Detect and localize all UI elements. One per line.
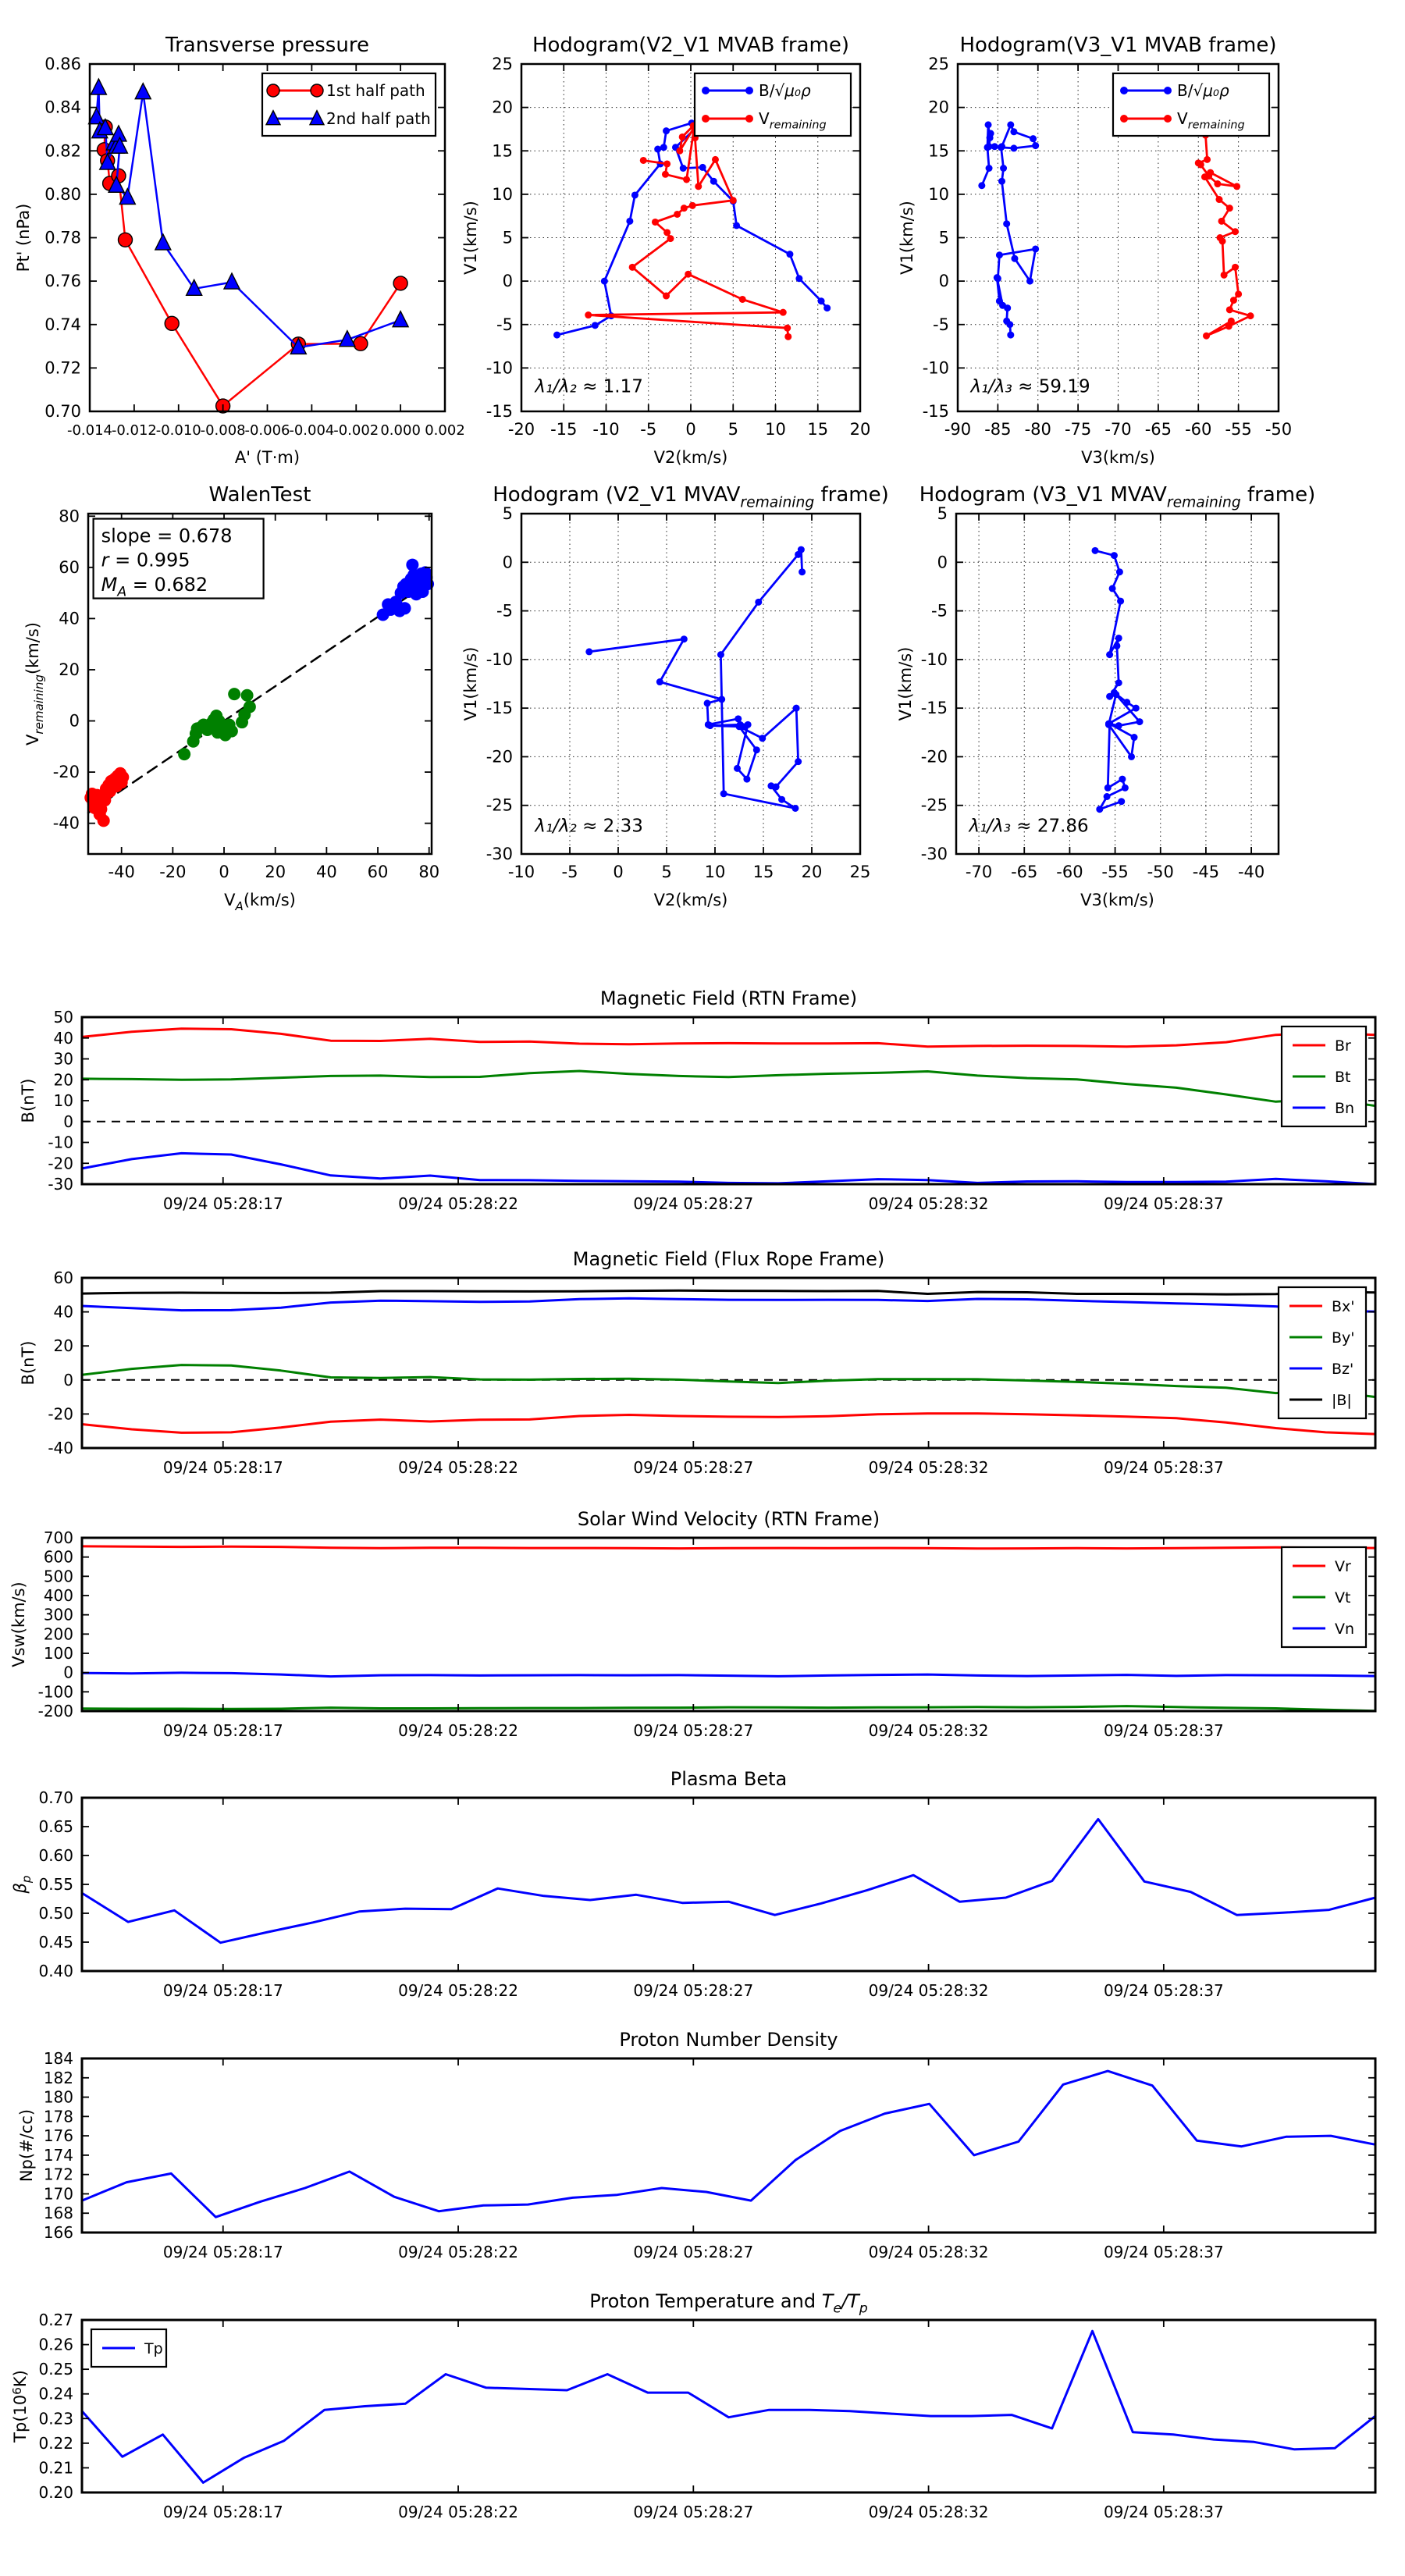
svg-text:-80: -80 [1024,420,1051,439]
magnetic-field-flux-rope-chart [19,1248,1375,1477]
svg-text:0.22: 0.22 [38,2433,73,2453]
svg-text:2nd half path: 2nd half path [326,109,431,128]
svg-text:V3(km/s): V3(km/s) [1080,891,1154,909]
svg-text:0.72: 0.72 [44,358,81,378]
svg-text:166: 166 [43,2223,73,2242]
svg-text:-20: -20 [48,1404,73,1424]
svg-text:Magnetic Field (Flux Rope Fram: Magnetic Field (Flux Rope Frame) [572,1248,885,1270]
svg-text:βp: $\beta_p$ [11,1875,34,1894]
magnetic-field-rtn-chart [19,987,1375,1213]
svg-text:λ₁/λ₃ ≈ 59.19: λ₁/λ₃ ≈ 59.19 [970,376,1090,397]
svg-text:168: 168 [43,2204,73,2223]
svg-text:Vt: Vt [1335,1589,1351,1606]
solar-wind-velocity-chart [9,1508,1375,1740]
panel-hodogram-v3-mvab [898,34,1293,467]
svg-text:Bn: Bn [1335,1100,1355,1117]
svg-text:0.27: 0.27 [38,2311,73,2329]
svg-text:170: 170 [43,2184,73,2204]
svg-text:Tp(106K): $Tp(10^6K)$ [10,2370,30,2443]
svg-text:25: 25 [928,55,949,73]
svg-text:-15: -15 [486,699,513,718]
svg-text:20: 20 [492,98,513,117]
svg-text:λ₁/λ₂ ≈ 2.33: λ₁/λ₂ ≈ 2.33 [535,816,643,837]
svg-text:30: 30 [53,1049,73,1069]
svg-text:0.60: 0.60 [38,1846,73,1865]
svg-text:-20: -20 [52,763,80,782]
svg-text:0.55: 0.55 [38,1875,73,1894]
svg-text:1st half path: 1st half path [326,81,425,100]
svg-text:|B|: |B| [1332,1392,1352,1409]
svg-text:0: 0 [502,272,513,291]
svg-text:10: 10 [765,420,786,439]
svg-text:-25: -25 [920,795,948,815]
svg-text:50: 50 [53,1008,73,1026]
svg-text:Bz': Bz' [1332,1361,1354,1378]
panel-proton-density [17,2029,1375,2261]
svg-text:0.80: 0.80 [44,184,81,204]
svg-text:-0.010: -0.010 [155,422,201,439]
svg-text:V1(km/s): V1(km/s) [896,646,915,721]
svg-text:Br: Br [1335,1037,1351,1055]
svg-text:Bx': Bx' [1332,1298,1355,1315]
svg-text:-20: -20 [920,747,948,767]
svg-text:09/24 05:28:27: 09/24 05:28:27 [633,2243,754,2261]
svg-text:184: 184 [43,2049,73,2068]
svg-text:5: 5 [727,420,738,439]
svg-text:40: 40 [53,1028,73,1048]
svg-text:180: 180 [43,2087,73,2107]
svg-text:0.78: 0.78 [44,228,81,247]
svg-text:0.000: 0.000 [380,422,421,439]
svg-text:0.50: 0.50 [38,1904,73,1923]
svg-text:-200: -200 [37,1702,73,1720]
svg-text:0: 0 [937,553,948,572]
svg-text:09/24 05:28:27: 09/24 05:28:27 [633,1194,754,1213]
svg-text:-75: -75 [1064,420,1092,439]
svg-text:15: 15 [928,141,949,161]
svg-text:0.21: 0.21 [38,2458,73,2478]
svg-text:-5: -5 [931,601,948,621]
svg-text:0.23: 0.23 [38,2409,73,2428]
svg-text:-60: -60 [1056,863,1083,881]
svg-text:V2(km/s): V2(km/s) [653,448,728,467]
svg-text:40: 40 [53,1302,73,1322]
svg-text:0.65: 0.65 [38,1817,73,1836]
panel-magnetic-field-flux-rope [19,1248,1375,1477]
svg-text:09/24 05:28:17: 09/24 05:28:17 [162,1458,283,1477]
svg-text:09/24 05:28:27: 09/24 05:28:27 [633,1721,754,1740]
svg-text:Proton Temperature and Te/Tp: Proton Temperature and $T_e/T_p$ [589,2290,868,2317]
svg-text:09/24 05:28:27: 09/24 05:28:27 [633,1981,754,2000]
svg-text:5: 5 [502,228,513,247]
svg-text:Vremaining(km/s): $V_{remaining}(km/s)$ [23,621,46,746]
svg-text:-55: -55 [1225,420,1252,439]
svg-text:-45: -45 [1192,863,1220,881]
svg-text:10: 10 [492,184,513,204]
svg-text:-90: -90 [944,420,972,439]
svg-text:λ₁/λ₂ ≈ 1.17: λ₁/λ₂ ≈ 1.17 [535,376,643,397]
svg-text:0.25: 0.25 [38,2360,73,2379]
svg-text:Vremaining: $V_{remaining}$ [1177,109,1245,132]
svg-text:10: 10 [704,863,726,881]
svg-text:5: 5 [937,504,948,523]
svg-text:Vr: Vr [1335,1558,1351,1575]
svg-text:5: 5 [661,863,672,881]
svg-text:-10: -10 [486,649,513,669]
svg-text:15: 15 [492,141,513,161]
svg-text:-0.002: -0.002 [333,422,379,439]
walen-test-chart [23,483,440,913]
svg-text:200: 200 [43,1624,73,1644]
hodogram-v3-mvav-chart [896,483,1316,909]
svg-text:40: 40 [316,863,337,881]
svg-text:09/24 05:28:32: 09/24 05:28:32 [868,2243,989,2261]
svg-text:Solar Wind Velocity (RTN Frame: Solar Wind Velocity (RTN Frame) [577,1508,880,1530]
svg-text:0.86: 0.86 [44,55,81,73]
svg-text:-0.014: -0.014 [66,422,113,439]
svg-text:V1(km/s): V1(km/s) [461,201,480,275]
svg-text:20: 20 [53,1070,73,1090]
svg-text:-10: -10 [48,1133,73,1152]
proton-temperature-chart [10,2290,1375,2521]
svg-text:Proton Number Density: Proton Number Density [619,2029,838,2051]
svg-text:0.26: 0.26 [38,2335,73,2354]
svg-text:09/24 05:28:32: 09/24 05:28:32 [868,1721,989,1740]
svg-text:Hodogram(V2_V1 MVAB frame): Hodogram(V2_V1 MVAB frame) [532,34,850,57]
svg-text:182: 182 [43,2068,73,2087]
svg-text:-40: -40 [52,813,80,833]
svg-text:176: 176 [43,2126,73,2146]
panel-walen-test [23,483,440,913]
panel-hodogram-v3-mvav [896,483,1316,909]
svg-text:0.40: 0.40 [38,1962,73,1980]
svg-text:-65: -65 [1144,420,1172,439]
panel-solar-wind-velocity [9,1508,1375,1740]
svg-text:09/24 05:28:22: 09/24 05:28:22 [398,2243,518,2261]
svg-text:09/24 05:28:17: 09/24 05:28:17 [162,2243,283,2261]
svg-text:0.24: 0.24 [38,2384,73,2403]
svg-text:-50: -50 [1147,863,1174,881]
svg-text:-5: -5 [561,863,578,881]
svg-text:09/24 05:28:32: 09/24 05:28:32 [868,2503,989,2521]
svg-text:Vremaining: $V_{remaining}$ [759,109,827,132]
svg-text:300: 300 [43,1605,73,1624]
svg-text:700: 700 [43,1528,73,1547]
svg-text:09/24 05:28:32: 09/24 05:28:32 [868,1458,989,1477]
svg-text:-0.004: -0.004 [289,422,335,439]
svg-text:Tp: Tp [144,2340,163,2357]
svg-text:-20: -20 [159,863,187,881]
svg-text:174: 174 [43,2145,73,2165]
svg-text:WalenTest: WalenTest [208,483,311,507]
svg-text:09/24 05:28:37: 09/24 05:28:37 [1103,1981,1224,2000]
svg-text:0: 0 [613,863,624,881]
svg-text:Plasma Beta: Plasma Beta [670,1768,788,1790]
svg-text:MA = 0.682: $M_A = 0.682$ [101,573,208,600]
svg-text:60: 60 [59,557,80,577]
svg-text:Vn: Vn [1335,1621,1355,1638]
svg-text:-65: -65 [1011,863,1038,881]
svg-text:V3(km/s): V3(km/s) [1081,448,1155,467]
svg-text:09/24 05:28:27: 09/24 05:28:27 [633,2503,754,2521]
transverse-pressure-chart [14,34,465,467]
hodogram-v3-mvab-chart [898,34,1293,467]
svg-text:-40: -40 [1237,863,1265,881]
hodogram-v2-mvav-chart [461,483,889,909]
svg-text:09/24 05:28:22: 09/24 05:28:22 [398,2503,518,2521]
svg-text:-30: -30 [920,845,948,863]
svg-text:-5: -5 [496,601,513,621]
svg-text:15: 15 [807,420,829,439]
svg-text:slope = 0.678: slope = 0.678 [101,525,233,547]
svg-text:Hodogram (V2_V1 MVAVremaining: Hodogram (V2_V1 $MVAV_{remaining}$ frame) [493,483,889,511]
svg-text:-10: -10 [507,863,535,881]
svg-text:09/24 05:28:37: 09/24 05:28:37 [1103,1458,1224,1477]
svg-text:0: 0 [69,711,80,731]
hodogram-v2-mvab-chart [461,34,871,467]
svg-text:09/24 05:28:27: 09/24 05:28:27 [633,1458,754,1477]
svg-text:0.45: 0.45 [38,1933,73,1952]
svg-text:0: 0 [63,1370,73,1389]
svg-text:0: 0 [502,553,513,572]
svg-text:r = 0.995: r = 0.995 [101,549,190,571]
svg-text:0.70: 0.70 [44,402,81,421]
svg-text:80: 80 [418,863,440,881]
svg-text:20: 20 [801,863,823,881]
svg-text:09/24 05:28:17: 09/24 05:28:17 [162,2503,283,2521]
svg-text:Hodogram(V3_V1 MVAB frame): Hodogram(V3_V1 MVAB frame) [959,34,1277,57]
svg-text:-70: -70 [1104,420,1132,439]
panel-plasma-beta [11,1768,1375,2000]
svg-text:-60: -60 [1185,420,1212,439]
svg-text:172: 172 [43,2165,73,2184]
svg-text:-10: -10 [486,358,513,378]
svg-text:5: 5 [938,228,949,247]
svg-text:40: 40 [59,609,80,628]
svg-text:-70: -70 [965,863,993,881]
svg-text:By': By' [1332,1329,1355,1347]
svg-text:09/24 05:28:17: 09/24 05:28:17 [162,1981,283,2000]
svg-text:09/24 05:28:37: 09/24 05:28:37 [1103,2243,1224,2261]
svg-text:B(nT): B(nT) [19,1340,37,1386]
svg-text:09/24 05:28:22: 09/24 05:28:22 [398,1721,518,1740]
svg-text:-10: -10 [920,649,948,669]
svg-text:-55: -55 [1101,863,1129,881]
svg-text:0: 0 [63,1112,73,1131]
svg-text:V2(km/s): V2(km/s) [653,891,728,909]
svg-text:-5: -5 [640,420,657,439]
svg-text:0.84: 0.84 [44,98,81,117]
svg-text:-0.006: -0.006 [244,422,290,439]
svg-text:20: 20 [59,660,80,679]
svg-text:0: 0 [685,420,696,439]
svg-text:09/24 05:28:22: 09/24 05:28:22 [398,1194,518,1213]
svg-text:60: 60 [367,863,389,881]
svg-text:600: 600 [43,1547,73,1567]
svg-text:Bt: Bt [1335,1069,1351,1086]
svg-text:-50: -50 [1264,420,1293,439]
svg-text:0: 0 [938,272,949,291]
panel-magnetic-field-rtn [19,987,1375,1213]
svg-text:Hodogram (V3_V1 MVAVremaining: Hodogram (V3_V1 $MVAV_{remaining}$ frame) [919,483,1316,511]
svg-text:Magnetic Field (RTN Frame): Magnetic Field (RTN Frame) [599,987,858,1009]
svg-text:20: 20 [928,98,949,117]
svg-text:0: 0 [219,863,229,881]
svg-text:09/24 05:28:37: 09/24 05:28:37 [1103,1721,1224,1740]
svg-text:Vsw(km/s): Vsw(km/s) [9,1582,28,1667]
svg-text:-40: -40 [48,1439,73,1457]
svg-text:V1(km/s): V1(km/s) [461,646,480,721]
svg-text:80: 80 [59,507,80,526]
svg-text:09/24 05:28:32: 09/24 05:28:32 [868,1194,989,1213]
panel-transverse-pressure [14,34,465,467]
svg-text:0.70: 0.70 [38,1788,73,1807]
svg-text:0.20: 0.20 [38,2483,73,2502]
svg-text:-30: -30 [48,1175,73,1194]
svg-text:-25: -25 [486,795,513,815]
svg-text:10: 10 [928,184,949,204]
svg-text:20: 20 [53,1336,73,1356]
svg-text:15: 15 [752,863,774,881]
svg-text:-15: -15 [922,402,949,421]
svg-text:Transverse pressure: Transverse pressure [165,34,369,57]
svg-text:09/24 05:28:37: 09/24 05:28:37 [1103,2503,1224,2521]
svg-text:-0.008: -0.008 [200,422,246,439]
svg-text:-5: -5 [933,315,949,334]
svg-text:-20: -20 [48,1154,73,1173]
svg-text:-10: -10 [592,420,620,439]
svg-text:0: 0 [63,1663,73,1682]
svg-text:-85: -85 [984,420,1012,439]
svg-text:178: 178 [43,2107,73,2126]
svg-text:-100: -100 [37,1682,73,1702]
panel-hodogram-v2-mvab [461,34,871,467]
svg-text:25: 25 [849,863,871,881]
svg-text:-15: -15 [486,402,513,421]
svg-text:09/24 05:28:32: 09/24 05:28:32 [868,1981,989,2000]
svg-text:0.76: 0.76 [44,272,81,291]
svg-text:B/√μ₀ρ: B/√μ₀ρ [1177,81,1229,100]
svg-text:λ₁/λ₃ ≈ 27.86: λ₁/λ₃ ≈ 27.86 [969,816,1089,837]
svg-text:-0.012: -0.012 [111,422,157,439]
svg-text:10: 10 [53,1091,73,1110]
svg-text:20: 20 [849,420,871,439]
svg-text:60: 60 [53,1268,73,1287]
svg-text:09/24 05:28:22: 09/24 05:28:22 [398,1458,518,1477]
svg-text:B/√μ₀ρ: B/√μ₀ρ [759,81,811,100]
proton-density-chart [17,2029,1375,2261]
svg-text:A' (T·m): A' (T·m) [234,448,301,467]
svg-text:400: 400 [43,1586,73,1605]
svg-text:-20: -20 [486,747,513,767]
svg-text:09/24 05:28:17: 09/24 05:28:17 [162,1194,283,1213]
svg-text:-5: -5 [496,315,513,334]
svg-text:09/24 05:28:37: 09/24 05:28:37 [1103,1194,1224,1213]
svg-text:-30: -30 [486,845,513,863]
svg-text:20: 20 [265,863,286,881]
svg-text:100: 100 [43,1644,73,1663]
svg-text:Np(#/cc): Np(#/cc) [17,2108,36,2183]
svg-text:5: 5 [502,504,513,523]
svg-text:-15: -15 [550,420,578,439]
panel-hodogram-v2-mvav [461,483,889,909]
svg-text:0.002: 0.002 [425,422,465,439]
svg-text:Pt' (nPa): Pt' (nPa) [14,203,33,272]
svg-text:25: 25 [492,55,513,73]
svg-text:09/24 05:28:22: 09/24 05:28:22 [398,1981,518,2000]
svg-text:09/24 05:28:17: 09/24 05:28:17 [162,1721,283,1740]
svg-text:0.74: 0.74 [44,315,81,334]
svg-text:-15: -15 [920,699,948,718]
svg-text:-10: -10 [922,358,949,378]
svg-text:-20: -20 [507,420,535,439]
svg-text:-40: -40 [108,863,135,881]
svg-text:0.82: 0.82 [44,141,81,161]
svg-text:VA(km/s): $V_A(km/s)$ [224,891,296,913]
svg-text:B(nT): B(nT) [19,1078,37,1123]
svg-text:V1(km/s): V1(km/s) [898,201,916,275]
svg-text:500: 500 [43,1567,73,1586]
panel-proton-temperature [10,2290,1375,2521]
